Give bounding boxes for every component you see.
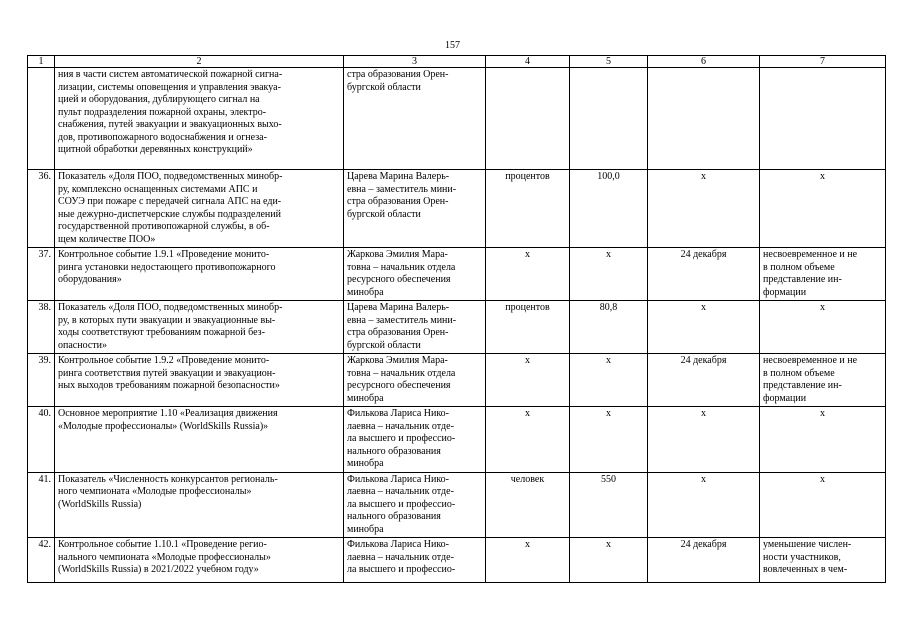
row-number: 36. xyxy=(28,170,55,248)
row-responsible: Филькова Лариса Нико- лаевна – начальник отде- ла высшего и профессио- нального образования минобра xyxy=(344,472,486,538)
row-number: 37. xyxy=(28,248,55,301)
row-description: Показатель «Численность конкурсантов региональ- ного чемпионата «Молодые профессионалы» (WorldSkills Russia) xyxy=(55,472,344,538)
row-description: Показатель «Доля ПОО, подведомственных минобр- ру, в которых пути эвакуации и эвакуационные вы- ходы соответствуют требованиям пожарной без- опасности» xyxy=(55,301,344,354)
row-deadline: х xyxy=(648,170,760,248)
table-row xyxy=(28,170,886,248)
row-deadline: 24 декабря xyxy=(648,354,760,407)
header-col-1: 1 xyxy=(28,56,55,68)
row-unit: процентов xyxy=(486,301,570,354)
row-value: х xyxy=(570,354,648,407)
row-description: Контрольное событие 1.10.1 «Проведение регио- нального чемпионата «Молодые профессионалы» (WorldSkills Russia) в 2021/2022 учебном году» xyxy=(55,538,344,583)
row-responsible: Царева Марина Валерь- евна – заместитель мини- стра образования Орен- бургской области xyxy=(344,170,486,248)
row-note: х xyxy=(760,407,886,473)
row-unit: х xyxy=(486,407,570,473)
row-unit: х xyxy=(486,248,570,301)
row-unit xyxy=(486,68,570,170)
row-unit: х xyxy=(486,354,570,407)
row-value: 100,0 xyxy=(570,170,648,248)
row-description: Контрольное событие 1.9.2 «Проведение монито- ринга соответствия путей эвакуации и эвакуацион- ных выходов требованиям пожарной безопасности» xyxy=(55,354,344,407)
header-col-3: 3 xyxy=(344,56,486,68)
table-row xyxy=(28,538,886,583)
row-deadline: х xyxy=(648,301,760,354)
table-row xyxy=(28,68,886,170)
row-deadline: х xyxy=(648,407,760,473)
row-note xyxy=(760,68,886,170)
row-value: х xyxy=(570,407,648,473)
table-row xyxy=(28,354,886,407)
page-number: 157 xyxy=(445,40,460,51)
row-responsible: Филькова Лариса Нико- лаевна – начальник отде- ла высшего и профессио- нального образования минобра xyxy=(344,407,486,473)
row-unit: человек xyxy=(486,472,570,538)
row-deadline xyxy=(648,68,760,170)
row-value: 80,8 xyxy=(570,301,648,354)
row-responsible: Царева Марина Валерь- евна – заместитель мини- стра образования Орен- бургской области xyxy=(344,301,486,354)
row-number: 38. xyxy=(28,301,55,354)
plan-table xyxy=(27,55,886,583)
row-value: 550 xyxy=(570,472,648,538)
row-number: 41. xyxy=(28,472,55,538)
row-value: х xyxy=(570,248,648,301)
row-responsible: Жаркова Эмилия Мара- товна – начальник отдела ресурсного обеспечения минобра xyxy=(344,248,486,301)
row-deadline: 24 декабря xyxy=(648,248,760,301)
row-note: несвоевременное и не в полном объеме представление ин- формации xyxy=(760,248,886,301)
header-col-7: 7 xyxy=(760,56,886,68)
row-note: несвоевременное и не в полном объеме представление ин- формации xyxy=(760,354,886,407)
row-number: 39. xyxy=(28,354,55,407)
row-description: Контрольное событие 1.9.1 «Проведение монито- ринга установки недостающего противопожарного оборудования» xyxy=(55,248,344,301)
header-col-4: 4 xyxy=(486,56,570,68)
header-col-6: 6 xyxy=(648,56,760,68)
row-number: 42. xyxy=(28,538,55,583)
row-deadline: 24 декабря xyxy=(648,538,760,583)
header-col-2: 2 xyxy=(55,56,344,68)
row-value: х xyxy=(570,538,648,583)
row-note: х xyxy=(760,301,886,354)
table-row xyxy=(28,472,886,538)
table-row xyxy=(28,248,886,301)
row-responsible: Филькова Лариса Нико- лаевна – начальник отде- ла высшего и профессио- xyxy=(344,538,486,583)
row-responsible: стра образования Орен- бургской области xyxy=(344,68,486,170)
row-note: х xyxy=(760,472,886,538)
header-col-5: 5 xyxy=(570,56,648,68)
row-responsible: Жаркова Эмилия Мара- товна – начальник отдела ресурсного обеспечения минобра xyxy=(344,354,486,407)
row-unit: х xyxy=(486,538,570,583)
table-row xyxy=(28,407,886,473)
row-deadline: х xyxy=(648,472,760,538)
row-unit: процентов xyxy=(486,170,570,248)
row-description: Показатель «Доля ПОО, подведомственных минобр- ру, комплексно оснащенных системами АПС и СОУЭ при пожаре с передачей сигнала АПС на еди- ные дежурно-диспетчерские службы подразделений государственной противопожарной службы, в об- щем количестве ПОО» xyxy=(55,170,344,248)
table-header-row xyxy=(28,56,886,68)
row-description: Основное мероприятие 1.10 «Реализация движения «Молодые профессионалы» (WorldSkills Russia)» xyxy=(55,407,344,473)
row-value xyxy=(570,68,648,170)
table-row xyxy=(28,301,886,354)
row-number: 40. xyxy=(28,407,55,473)
row-description: ния в части систем автоматической пожарной сигна- лизации, системы оповещения и управления эвакуа- цией и оборудования, дублирующего сигнал на пульт подразделения пожарной охраны, электро- снабжения, путей эвакуации и эвакуационных выхо- дов, противопожарного водоснабжения и огнеза- щитной обработки деревянных конструкций» xyxy=(55,68,344,170)
row-note: уменьшение числен- ности участников, вовлеченных в чем- xyxy=(760,538,886,583)
row-note: х xyxy=(760,170,886,248)
row-number xyxy=(28,68,55,170)
